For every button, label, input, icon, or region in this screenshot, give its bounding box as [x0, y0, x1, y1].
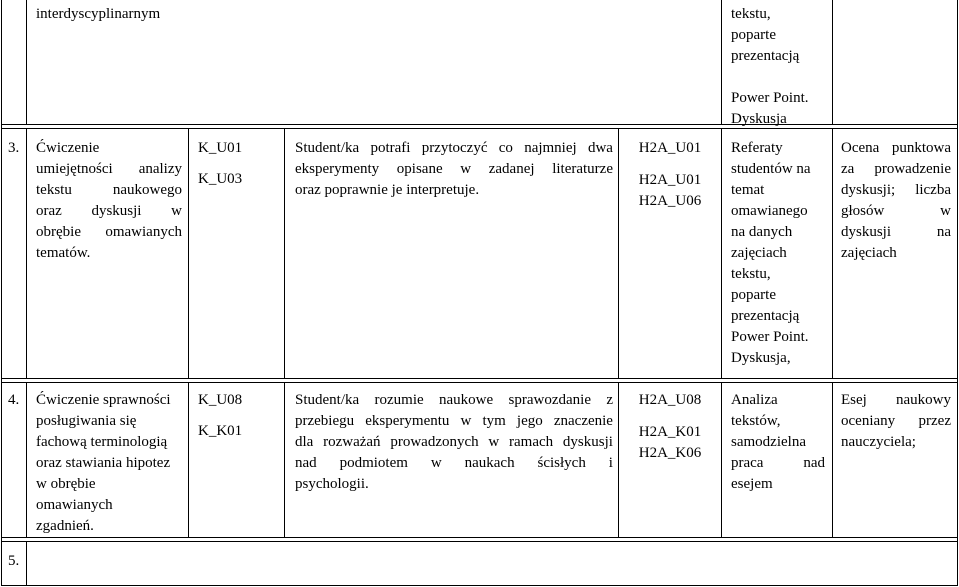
- row4-activity-cell: [36, 390, 182, 537]
- row4-divider-d: [618, 382, 619, 537]
- cell-line: K_U03: [198, 171, 243, 187]
- table-border-left: [1, 0, 2, 586]
- cell-line: przebiegu eksperymentu w tym jego znaczenie: [295, 413, 613, 429]
- cell-line: esejem: [731, 476, 773, 492]
- cell-line: fachową terminologią: [36, 434, 168, 450]
- table-border-right: [957, 0, 958, 586]
- row4-divider-a: [26, 382, 27, 537]
- row3-description-cell: [295, 138, 613, 201]
- row3-number: 3.: [8, 140, 20, 156]
- cell-line: dyskusji; liczba: [841, 182, 951, 198]
- row3-effect-codes: [198, 138, 278, 190]
- cell-line: dyskusji na: [841, 224, 951, 240]
- cell-line: [731, 67, 823, 88]
- cell-line: K_U08: [198, 392, 243, 408]
- cell-line: oceniany przez: [841, 413, 951, 429]
- row3-divider-f: [832, 128, 833, 378]
- cell-line: nauczyciela;: [841, 434, 916, 450]
- cell-line: zajęciach: [731, 245, 787, 261]
- row4-assessment-cell: [841, 390, 951, 453]
- row1-divider-a: [26, 0, 27, 124]
- cell-line: H2A_U06: [638, 193, 702, 209]
- cell-line: Power Point.: [731, 90, 809, 106]
- cell-line: poparte: [731, 287, 776, 303]
- cell-line: psychologii.: [295, 476, 369, 492]
- cell-line: Student/ka potrafi przytoczyć co najmniej dwa: [295, 140, 613, 156]
- cell-line: Ćwiczenie: [36, 140, 100, 156]
- row4-divider-c: [284, 382, 285, 537]
- cell-line: H2A_K06: [638, 445, 702, 461]
- cell-line: Analiza: [731, 392, 778, 408]
- cell-line: Esej naukowy: [841, 392, 951, 408]
- cell-line: H2A_U01: [638, 140, 702, 156]
- cell-line: za prowadzenie: [841, 161, 951, 177]
- cell-line: Referaty: [731, 140, 783, 156]
- cell-line: Ćwiczenie sprawności: [36, 392, 171, 408]
- row5-number: 5.: [8, 553, 20, 569]
- cell-line: obrębie omawianych: [36, 224, 182, 240]
- row3-method-cell: [731, 138, 825, 369]
- cell-line: oraz poprawnie je interpretuje.: [295, 182, 480, 198]
- cell-line: Student/ka rozumie naukowe sprawozdanie z: [295, 392, 613, 408]
- row4-reference-codes: [622, 390, 718, 464]
- cell-line: H2A_K01: [638, 424, 702, 440]
- cell-line: K_K01: [198, 423, 243, 439]
- cell-line: oraz stawiania hipotez: [36, 455, 171, 471]
- cell-line: nad podmiotem w naukach ścisłych i: [295, 455, 613, 471]
- row4-description-cell: [295, 390, 613, 495]
- row4-divider-f: [832, 382, 833, 537]
- cell-line: umiejętności analizy: [36, 161, 182, 177]
- cell-line: studentów na: [731, 161, 811, 177]
- row4-method-cell: [731, 390, 825, 495]
- cell-line: poparte: [731, 27, 776, 43]
- row1-activity-cell: [36, 4, 676, 25]
- cell-line: omawianego: [731, 203, 808, 219]
- cell-line: prezentacją: [731, 308, 800, 324]
- row-border-bottom-5: [1, 541, 958, 542]
- cell-line: eksperymenty opisane w zadanej literaturze: [295, 161, 613, 177]
- row3-divider-c: [284, 128, 285, 378]
- row-border-top-5: [1, 537, 958, 538]
- cell-line: H2A_U08: [638, 392, 702, 408]
- cell-line: dla rozważań prowadzonych w ramach dyskusji: [295, 434, 613, 450]
- row3-divider-b: [188, 128, 189, 378]
- cell-line: Dyskusja,: [731, 350, 791, 366]
- row4-divider-b: [188, 382, 189, 537]
- cell-line: tekstu,: [731, 6, 771, 22]
- row4-number: 4.: [8, 392, 20, 408]
- row3-divider-a: [26, 128, 27, 378]
- row5-divider-a: [26, 541, 27, 586]
- cell-line: samodzielna: [731, 434, 806, 450]
- cell-line: praca nad: [731, 455, 825, 471]
- row3-divider-e: [721, 128, 722, 378]
- cell-line: H2A_U01: [638, 172, 702, 188]
- row1-divider-c: [832, 0, 833, 124]
- row-border-bottom-4: [1, 382, 958, 383]
- cell-line: zajęciach: [841, 245, 897, 261]
- cell-line: interdyscyplinarnym: [36, 6, 161, 22]
- cell-line: Power Point.: [731, 329, 809, 345]
- cell-line: temat: [731, 182, 765, 198]
- cell-line: głosów w: [841, 203, 951, 219]
- table-border-bottom: [1, 585, 958, 586]
- row1-method-cell: [731, 4, 823, 130]
- row3-reference-codes: [622, 138, 718, 212]
- cell-line: zgadnień.: [36, 518, 94, 534]
- cell-line: posługiwania się: [36, 413, 137, 429]
- row1-divider-b: [721, 0, 722, 124]
- cell-line: w obrębie: [36, 476, 96, 492]
- row-border-top-4: [1, 378, 958, 379]
- row4-effect-codes: [198, 390, 278, 442]
- cell-line: prezentacją: [731, 48, 800, 64]
- cell-line: K_U01: [198, 140, 243, 156]
- row3-assessment-cell: [841, 138, 951, 264]
- cell-line: Dyskusja: [731, 111, 787, 127]
- row3-divider-d: [618, 128, 619, 378]
- cell-line: Ocena punktowa: [841, 140, 951, 156]
- cell-line: tekstu naukowego: [36, 182, 182, 198]
- cell-line: tekstu,: [731, 266, 771, 282]
- cell-line: tekstów,: [731, 413, 781, 429]
- cell-line: na danych: [731, 224, 793, 240]
- row3-activity-cell: [36, 138, 182, 264]
- row4-divider-e: [721, 382, 722, 537]
- cell-line: omawianych: [36, 497, 113, 513]
- cell-line: oraz dyskusji w: [36, 203, 182, 219]
- cell-line: tematów.: [36, 245, 91, 261]
